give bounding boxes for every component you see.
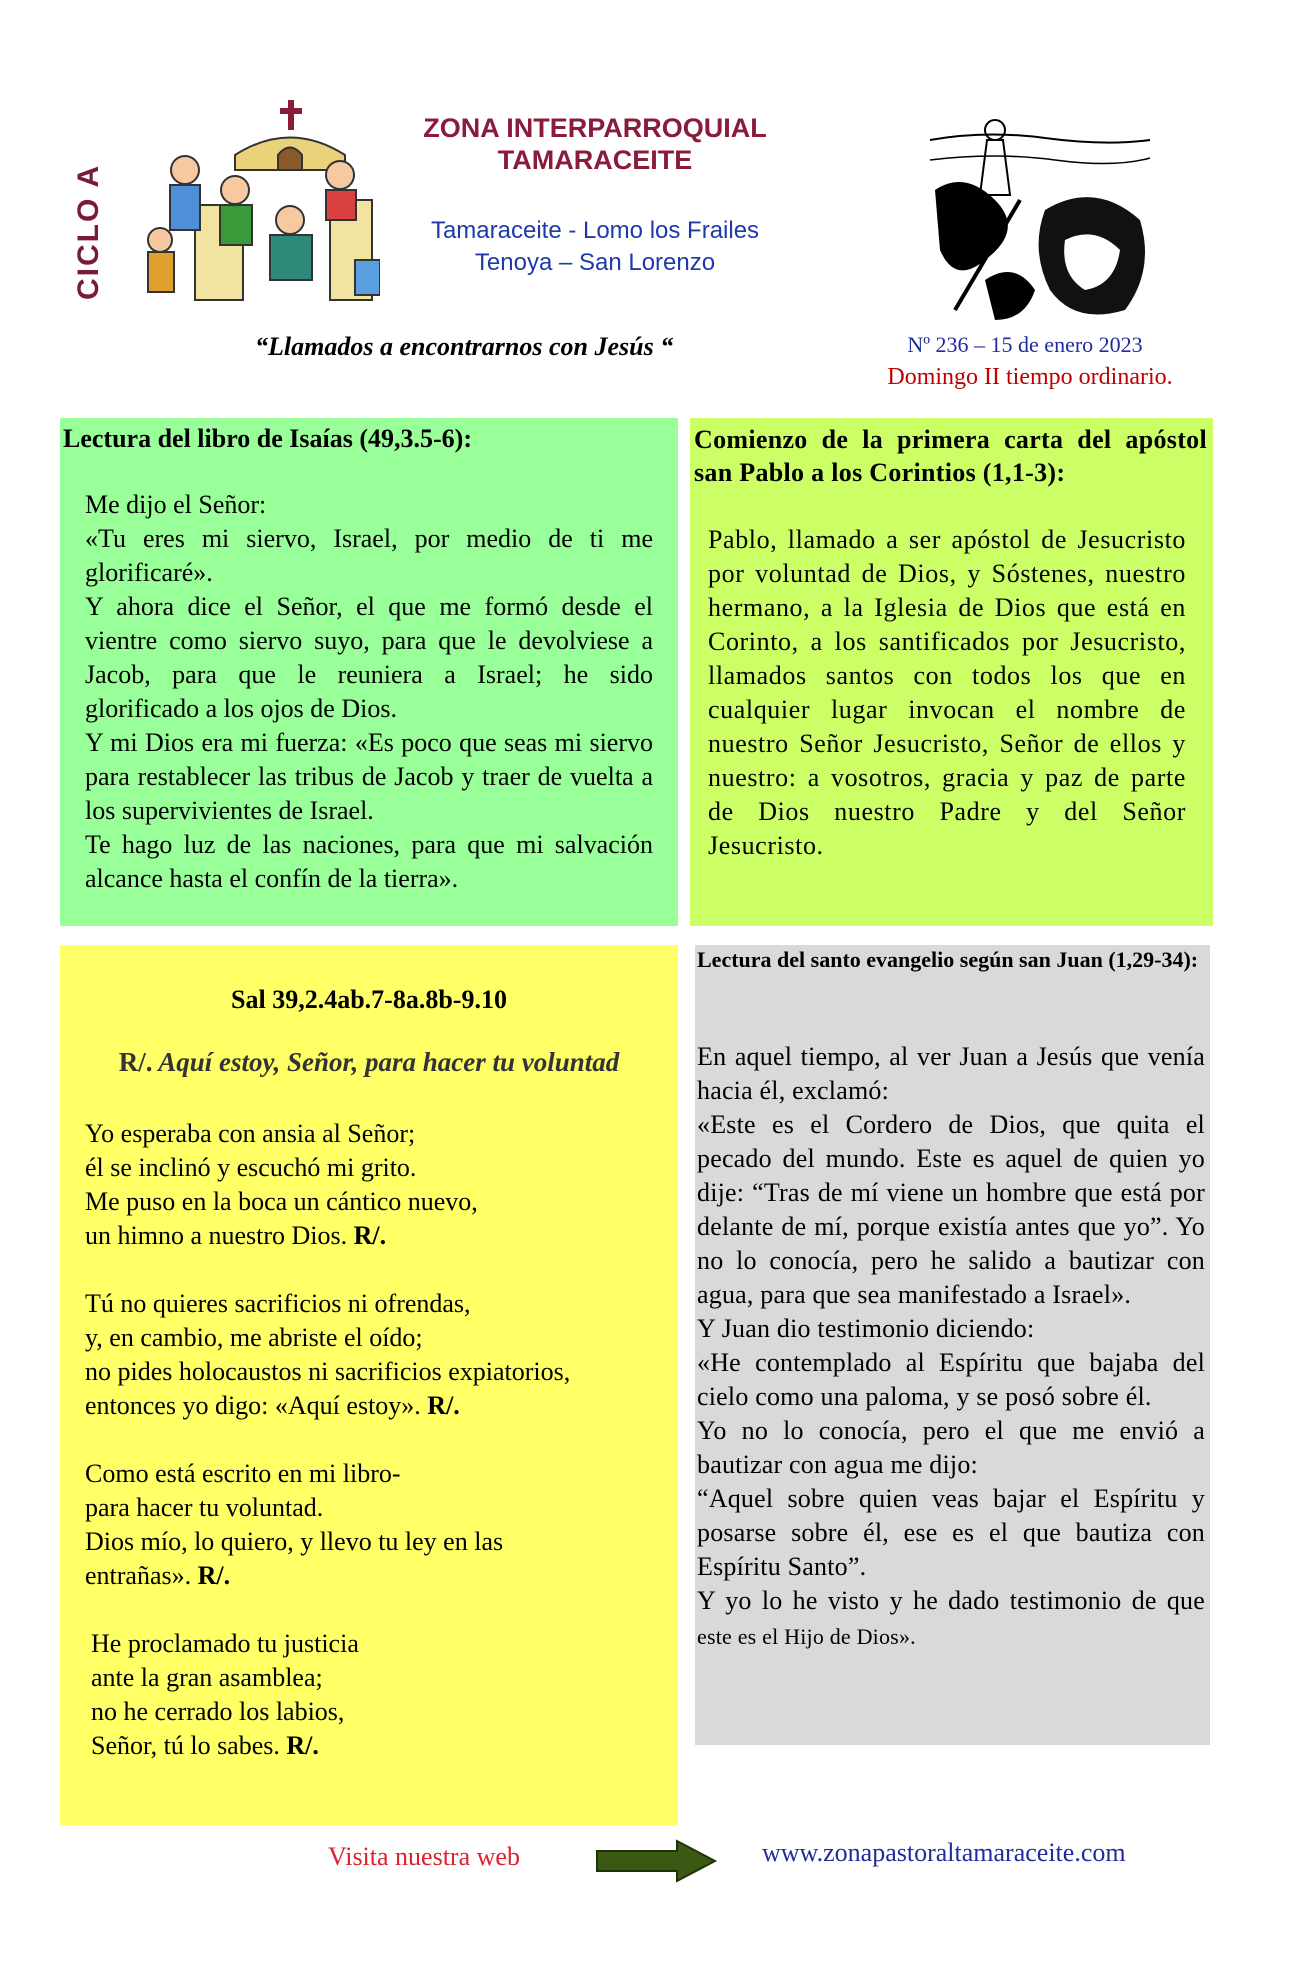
first-reading-box [60, 418, 678, 926]
paragraph: Y ahora dice el Señor, el que me formó desde el vientre como siervo suyo, para que le devolviese a Jacob, para que le reuniera a Israel; he sido glorificado a los ojos de Dios. [85, 592, 653, 723]
verse-line: Tú no quieres sacrificios ni ofrendas, [85, 1289, 471, 1318]
paragraph: Yo no lo conocía, pero el que me envió a bautizar con agua me dijo: [697, 1416, 1205, 1479]
visit-web-label: Visita nuestra web [328, 1842, 520, 1871]
verse-line: Como está escrito en mi libro- [85, 1459, 401, 1488]
paragraph: “Aquel sobre quien veas bajar el Espíritu y posarse sobre él, ese es el que bautiza con Espíritu Santo”. [697, 1484, 1205, 1581]
paragraph: «Este es el Cordero de Dios, que quita el pecado del mundo. Este es aquel de quien yo dije: “Tras de mí viene un hombre que está por delante de mí, porque existía antes que yo”. Yo no lo conocía, pero he salido a bautizar con agua, para que sea manifestado a Israel». [697, 1110, 1205, 1309]
verse-line: y, en cambio, me abriste el oído; [85, 1323, 423, 1352]
places-line-2: Tenoya – San Lorenzo [474, 249, 716, 276]
zona-line-2: TAMARACEITE [497, 145, 693, 175]
psalm-box [60, 945, 678, 1825]
paragraph: Y mi Dios era mi fuerza: «Es poco que seas mi siervo para restablecer las tribus de Jacob y traer de vuelta a los supervivientes de Israel. [85, 728, 653, 825]
zona-title [395, 112, 795, 176]
verse-line: Me puso en la boca un cántico nuevo, [85, 1187, 478, 1216]
church-bell-logo [140, 100, 380, 310]
verse-line: no he cerrado los labios, [91, 1697, 345, 1726]
second-reading-box [690, 418, 1213, 926]
psalm-stanza-2 [85, 1287, 665, 1423]
second-reading-title: Comienzo de la primera carta del apóstol san Pablo a los Corintios (1,1-3): [694, 425, 1207, 487]
paragraph: «He contemplado al Espíritu que bajaba del cielo como una paloma, y se posó sobre él. [697, 1348, 1205, 1411]
liturgical-day: Domingo II tiempo ordinario. [887, 364, 1173, 390]
paragraph: Y Juan dio testimonio diciendo: [697, 1314, 1035, 1343]
parish-places [395, 215, 795, 279]
response-mark: R/. [118, 1047, 153, 1077]
baptism-illustration [925, 110, 1155, 330]
paragraph: «Tu eres mi siervo, Israel, por medio de ti me glorificaré». [85, 524, 653, 587]
places-line-1: Tamaraceite - Lomo los Frailes [430, 217, 760, 244]
verse-line: él se inclinó y escuchó mi grito. [85, 1153, 417, 1182]
first-reading-text [85, 488, 653, 896]
motto: “Llamados a encontrarnos con Jesús “ [255, 332, 674, 361]
paragraph: Te hago luz de las naciones, para que mi salvación alcance hasta el confín de la tierra». [85, 830, 653, 893]
r-mark: R/. [197, 1561, 231, 1590]
psalm-response [60, 1047, 678, 1078]
r-mark: R/. [353, 1221, 387, 1250]
arrow-right-icon [595, 1838, 720, 1884]
gospel-text [697, 1040, 1205, 1654]
psalm-stanza-4 [91, 1627, 671, 1763]
issue-number: Nº 236 – 15 de enero 2023 [907, 332, 1143, 357]
website-link[interactable]: www.zonapastoraltamaraceite.com [762, 1838, 1126, 1867]
response-text: Aquí estoy, Señor, para hacer tu voluntad [158, 1047, 620, 1077]
verse-line: Dios mío, lo quiero, y llevo tu ley en las [85, 1527, 504, 1556]
psalm-title: Sal 39,2.4ab.7-8a.8b-9.10 [231, 985, 507, 1014]
paragraph: Me dijo el Señor: [85, 490, 267, 519]
verse-line: entrañas». R/. [85, 1561, 231, 1590]
gospel-title: Lectura del santo evangelio según san Juan (1,29-34): [697, 947, 1199, 972]
ciclo-label: CICLO A [72, 163, 105, 300]
first-reading-title: Lectura del libro de Isaías (49,3.5-6): [63, 424, 472, 453]
verse-line: no pides holocaustos ni sacrificios expiatorios, [85, 1357, 571, 1386]
r-mark: R/. [286, 1731, 319, 1760]
verse-line: para hacer tu voluntad. [85, 1493, 324, 1522]
psalm-stanza-3 [85, 1457, 665, 1593]
verse-line: Yo esperaba con ansia al Señor; [85, 1119, 416, 1148]
gospel-box [695, 945, 1210, 1745]
verse-line: ante la gran asamblea; [91, 1663, 323, 1692]
psalm-stanza-1 [85, 1117, 665, 1253]
verse-line: un himno a nuestro Dios. R/. [85, 1221, 387, 1250]
verse-line: Señor, tú lo sabes. R/. [91, 1731, 319, 1760]
verse-line: entonces yo digo: «Aquí estoy». R/. [85, 1391, 460, 1420]
verse-line: He proclamado tu justicia [91, 1629, 359, 1658]
r-mark: R/. [427, 1391, 460, 1420]
paragraph: En aquel tiempo, al ver Juan a Jesús que venía hacia él, exclamó: [697, 1042, 1205, 1105]
second-reading-text: Pablo, llamado a ser apóstol de Jesucristo por voluntad de Dios, y Sóstenes, nuestro hermano, a la Iglesia de Dios que está en Corinto, a los santificados por Jesucristo, llamados santos con todos los que en cualquier lugar invocan el nombre de nuestro Señor Jesucristo, Señor de ellos y nuestro: a vosotros, gracia y paz de parte de Dios nuestro Padre y del Señor Jesucristo. [708, 525, 1186, 860]
zona-line-1: ZONA INTERPARROQUIAL [423, 113, 767, 143]
paragraph: Y yo lo he visto y he dado testimonio de que este es el Hijo de Dios». [697, 1586, 1205, 1649]
